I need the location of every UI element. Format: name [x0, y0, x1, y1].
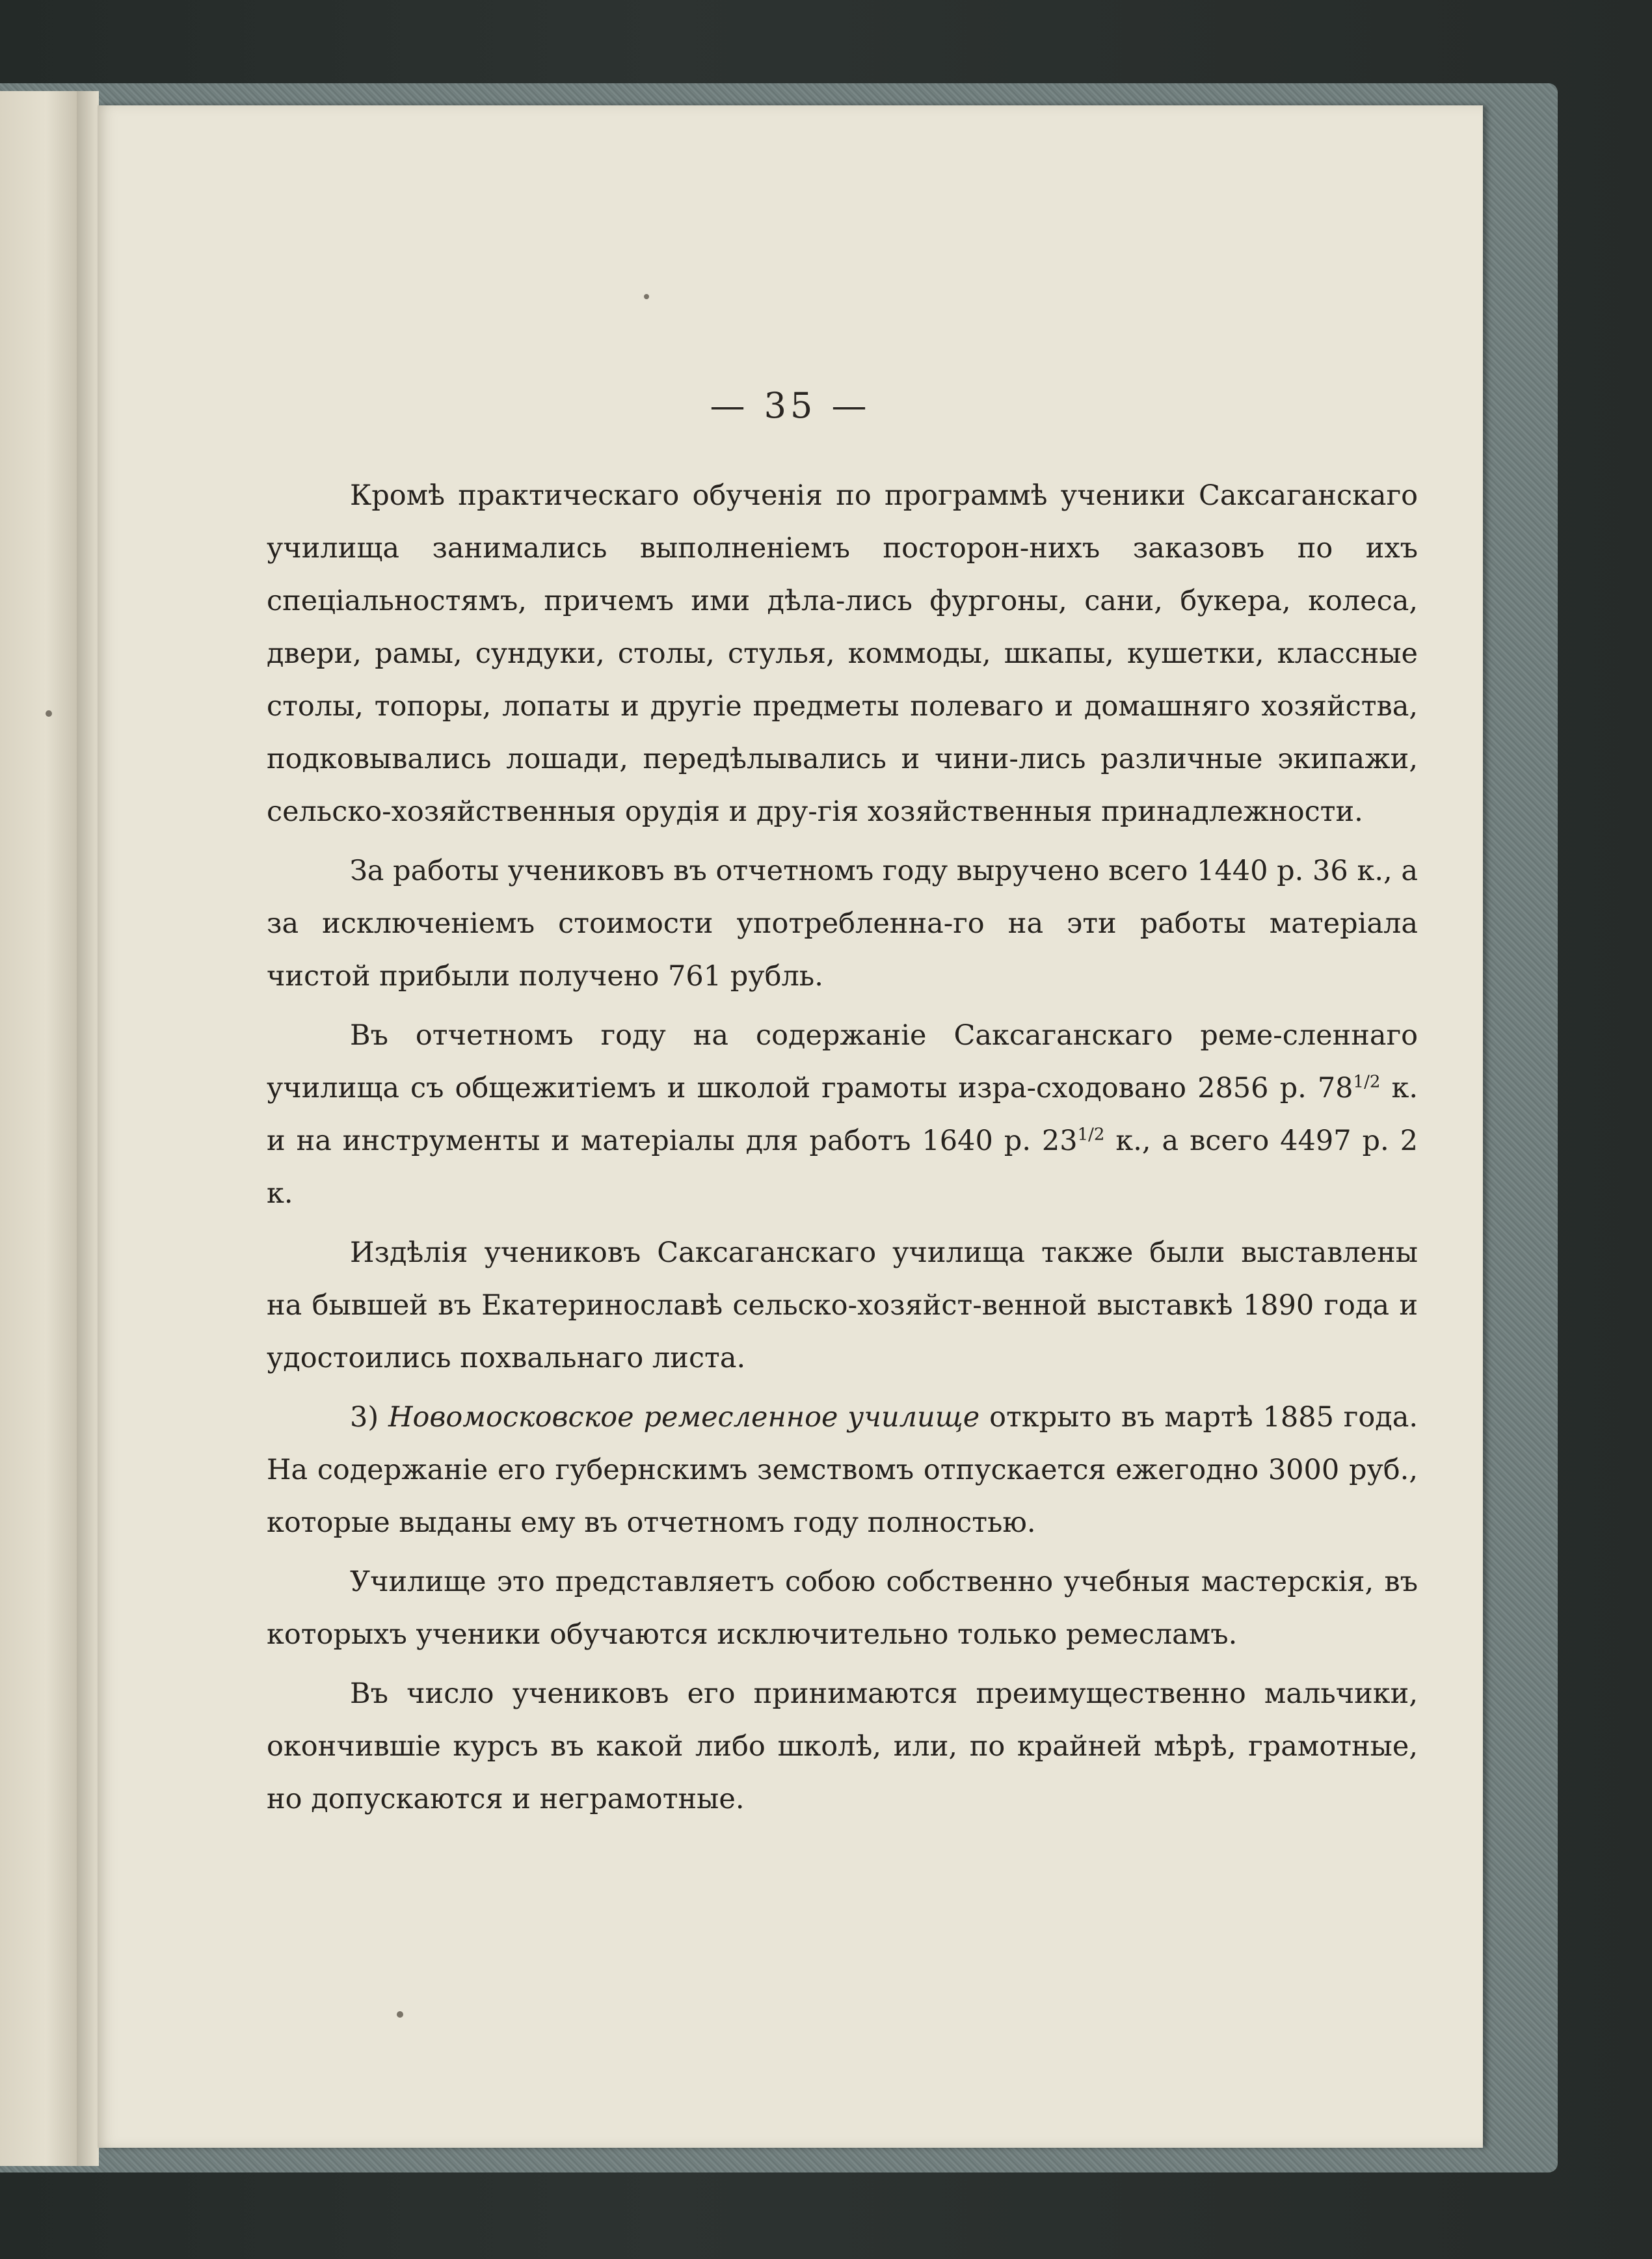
paragraph-4 [267, 1227, 1418, 1385]
paragraph-text: Въ число учениковъ его принимаются преимущественно мальчики, окончившіе курсъ въ какой либо школѣ, или, по крайней мѣрѣ, грамотные, но допускаются и неграмотные. [267, 1678, 1418, 1815]
section-number: 3) [350, 1401, 388, 1434]
book-page [98, 105, 1483, 2148]
body-text [267, 470, 1418, 1826]
paper-speck [46, 710, 52, 717]
paragraph-5 [267, 1391, 1418, 1549]
paragraph-2 [267, 845, 1418, 1003]
paragraph-text: Училище это представляетъ собою собственно учебныя мастерскія, въ которыхъ ученики обучаются исключительно только ремесламъ. [267, 1566, 1418, 1651]
paragraph-7 [267, 1668, 1418, 1826]
paper-speck [397, 2011, 403, 2018]
page-number: — 35 — [710, 385, 871, 426]
paragraph-text: открыто въ мартѣ 1885 года. На содержаніе его губернскимъ земствомъ отпускается ежегодно 3000 руб., которые выданы ему въ отчетномъ году полностью. [267, 1401, 1418, 1539]
book-gutter [77, 91, 99, 2166]
previous-page-edge [0, 91, 77, 2166]
paragraph-text: Издѣлія учениковъ Саксаганскаго училища также были выставлены на бывшей въ Екатеринославѣ сельско-хозяйст-венной выставкѣ 1890 года и удостоились похвальнаго листа. [267, 1236, 1418, 1374]
paragraph-text: к. и на инструменты и матеріалы для работъ 1640 р. 23 [267, 1072, 1418, 1157]
fraction-half: 1/2 [1353, 1072, 1381, 1092]
paragraph-text: Въ отчетномъ году на содержаніе Саксаганскаго реме-сленнаго училища съ общежитіемъ и школой грамоты изра-сходовано 2856 р. 78 [267, 1019, 1418, 1104]
paragraph-6 [267, 1556, 1418, 1661]
paper-speck [644, 294, 649, 299]
paragraph-text: Кромѣ практическаго обученія по программѣ ученики Саксаганскаго училища занимались выполненіемъ посторон-нихъ заказовъ по ихъ спеціальностямъ, причемъ ими дѣла-лись фургоны, сани, букера, колеса, двери, рамы, сундуки, столы, стулья, коммоды, шкапы, кушетки, классные столы, топоры, лопаты и другіе предметы полеваго и домашняго хозяйства, подковывались лошади, передѣлывались и чини-лись различные экипажи, сельско-хозяйственныя орудія и дру-гія хозяйственныя принадлежности. [267, 479, 1418, 828]
paragraph-text: За работы учениковъ въ отчетномъ году выручено всего 1440 р. 36 к., а за исключеніемъ стоимости употребленна-го на эти работы матеріала чистой прибыли получено 761 рубль. [267, 855, 1418, 993]
paragraph-3 [267, 1009, 1418, 1220]
fraction-half: 1/2 [1077, 1125, 1105, 1145]
school-name-italic: Новомосковское ремесленное училище [388, 1401, 980, 1434]
paragraph-1 [267, 470, 1418, 838]
paragraph-text: к., а всего 4497 р. 2 к. [267, 1125, 1418, 1210]
